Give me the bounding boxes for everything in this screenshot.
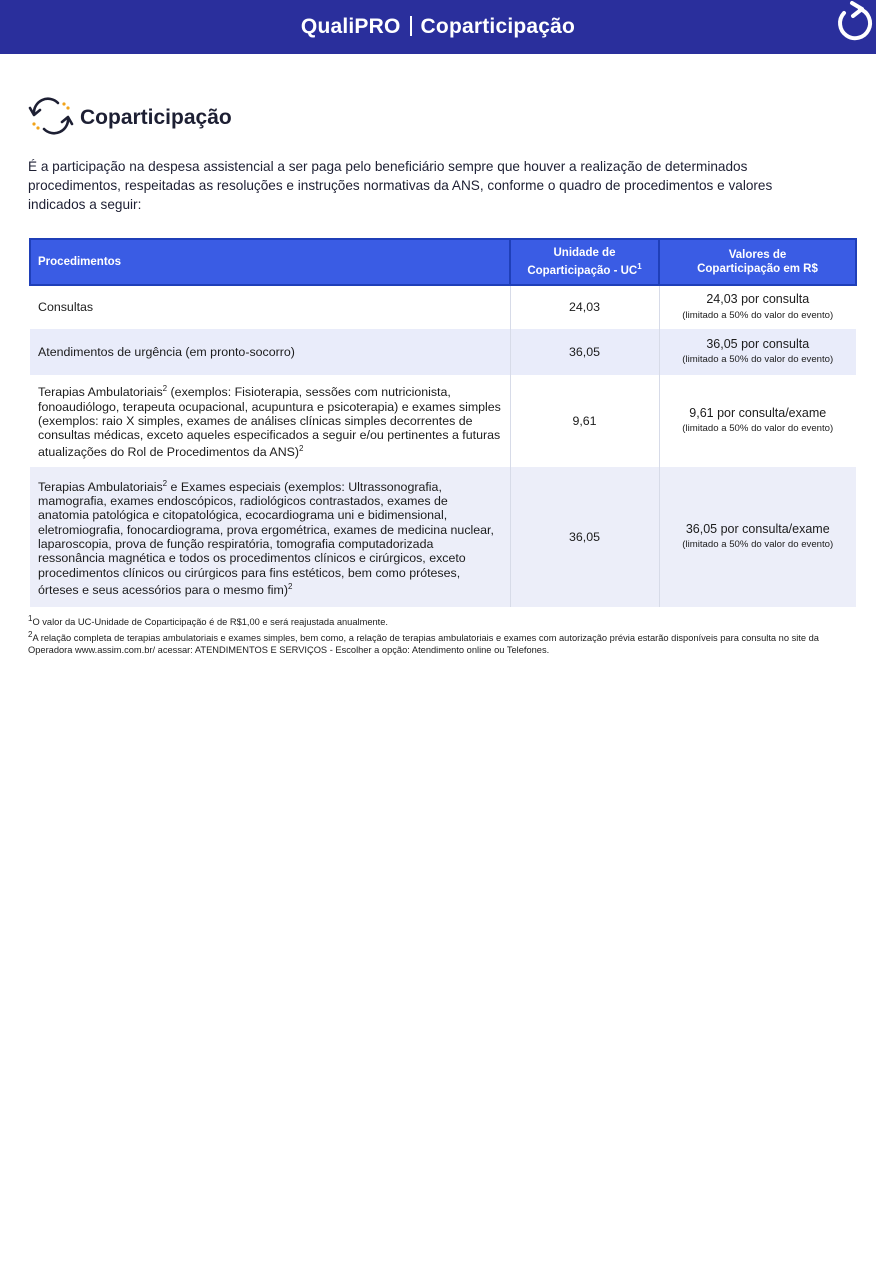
value-note: (limitado a 50% do valor do evento)	[682, 423, 834, 434]
uc-cell: 36,05	[510, 467, 659, 607]
procedure-cell	[30, 467, 510, 607]
value-cell	[659, 467, 856, 607]
value-cell	[659, 375, 856, 467]
table-row	[30, 329, 856, 375]
value-cell	[659, 329, 856, 375]
footnote-1-text: O valor da UC-Unidade de Coparticipação é de R$1,00 e será reajustada anualmente.	[32, 617, 389, 628]
header-uc-line2: Coparticipação - UC	[527, 264, 638, 277]
uc-cell: 9,61	[510, 375, 659, 467]
footnotes	[28, 613, 858, 657]
procedure-cell	[30, 375, 510, 467]
header-values-line2: Coparticipação em R$	[697, 263, 818, 275]
header-page-title: Coparticipação	[420, 15, 576, 38]
refresh-icon	[830, 0, 876, 46]
value-main: 9,61 por consulta/exame	[689, 405, 827, 420]
header-procedures: Procedimentos	[30, 239, 510, 285]
value-note: (limitado a 50% do valor do evento)	[682, 309, 834, 321]
header-uc-sup: 1	[637, 262, 642, 272]
app-header	[0, 0, 876, 54]
cycle-arrows-icon	[28, 94, 74, 138]
section-title: Coparticipação	[80, 106, 232, 129]
header-uc	[510, 239, 659, 285]
footnote-1-marker: 1	[28, 614, 33, 623]
procedure-cell: Atendimentos de urgência (em pronto-socorro)	[30, 329, 510, 375]
header-separator	[410, 16, 412, 36]
procedure-lead: Terapias Ambulatoriais	[38, 385, 163, 400]
uc-cell: 36,05	[510, 329, 659, 375]
footnote-2-text: A relação completa de terapias ambulatoriais e exames simples, bem como, a relação de terapias ambulatoriais e exames com autorização prévia estarão disponíveis para consulta no site da Operadora www.assim.com.br/ acessar: ATENDIMENTOS E SERVIÇOS - Escolher a opção: Atendimento online ou Telefones.	[28, 632, 819, 656]
value-cell	[659, 285, 856, 329]
table-row	[30, 375, 856, 467]
procedure-lead-sup: 2	[162, 384, 168, 394]
header-uc-line1: Unidade de	[553, 247, 616, 260]
procedure-detail: e Exames especiais (exemplos: Ultrassonografia, mamografia, exames endoscópicos, radiológicos contrastados, exames de anatomia patológica e citopatológica, ecocardiograma uni e bidimensional, eletromiografia, fonocardiograma, prova ergométrica, exames de medicina nuclear, laparoscopia, prova de função respiratória, tomografia computadorizada ressonância magnética e todos os procedimentos clínicos e cirúrgicos, exceto procedimentos clínicos ou cirúrgicos para fins estéticos, bem como próteses, órteses e seus acessórios para o mesmo fim)	[38, 479, 494, 598]
table-header-row	[30, 239, 856, 285]
procedure-cell: Consultas	[30, 285, 510, 329]
section-header	[28, 94, 232, 138]
footnote-1	[28, 613, 858, 629]
intro-paragraph: É a participação na despesa assistencial a ser paga pelo beneficiário sempre que houver a realização de determinados procedimentos, respeitadas as resoluções e instruções normativas da ANS, conforme o quadro de procedimentos e valores indicados a seguir:	[28, 159, 773, 212]
value-main: 36,05 por consulta/exame	[685, 521, 830, 536]
table-row	[30, 285, 856, 329]
procedure-lead-sup: 2	[162, 478, 168, 488]
value-note: (limitado a 50% do valor do evento)	[682, 539, 834, 550]
procedure-detail: (exemplos: Fisioterapia, sessões com nutricionista, fonoaudiólogo, terapeuta ocupacional, acupuntura e psicoterapia) e exames simples (exemplos: raio X simples, exames de análises clínicas simples decorrentes de consultas médicas, exceto aqueles especificados a seguir e/ou pertinentes a futuras atualizações do Rol de Procedimentos da ANS)	[38, 385, 501, 460]
procedure-detail-sup: 2	[299, 444, 304, 454]
footnote-2-marker: 2	[28, 629, 33, 639]
header-values	[659, 239, 856, 285]
procedure-detail-sup: 2	[287, 581, 293, 591]
header-title	[301, 15, 575, 39]
footnote-2	[28, 629, 858, 657]
header-values-line1: Valores de	[728, 249, 787, 261]
refresh-button[interactable]	[830, 0, 876, 46]
table-row	[30, 467, 856, 607]
value-main: 36,05 por consulta	[706, 336, 810, 351]
coparticipation-table	[29, 238, 857, 607]
value-note: (limitado a 50% do valor do evento)	[682, 354, 834, 365]
header-brand: QualiPRO	[300, 15, 401, 38]
procedure-lead: Terapias Ambulatoriais	[38, 479, 163, 494]
value-main: 24,03 por consulta	[706, 292, 810, 307]
uc-cell: 24,03	[510, 285, 659, 329]
